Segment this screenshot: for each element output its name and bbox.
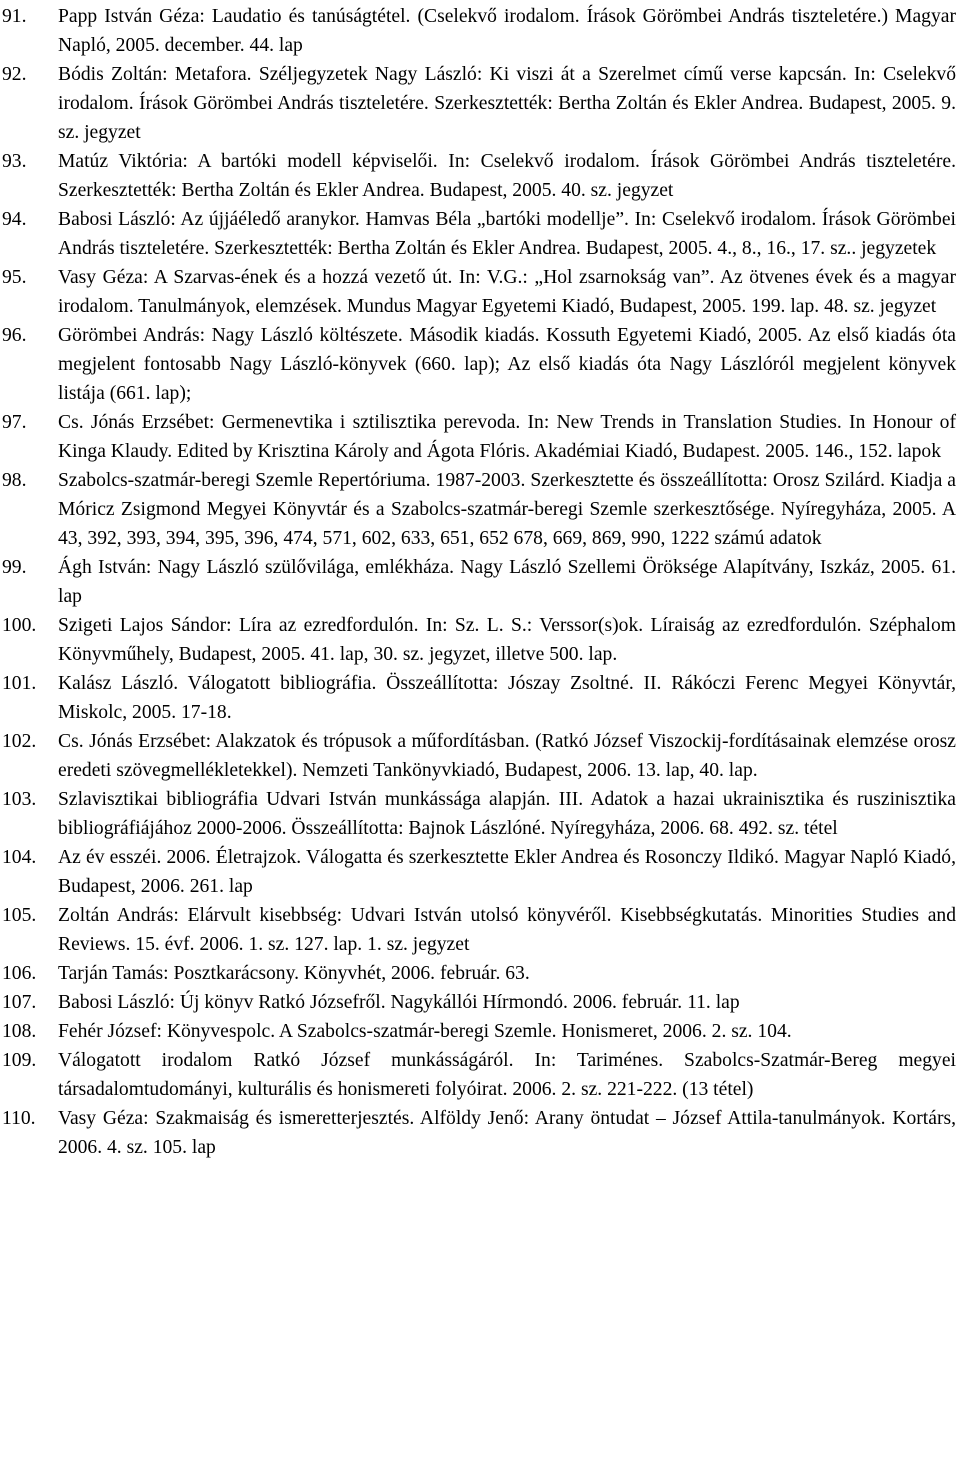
- entry-citation: Papp István Géza: Laudatio és tanúságtétel. (Cselekvő irodalom. Írások Görömbei András tiszteletére.) Magyar Napló, 2005. december. 44. lap: [58, 6, 956, 56]
- entry-number: 109.: [2, 1050, 37, 1071]
- entry-citation: Bódis Zoltán: Metafora. Széljegyzetek Nagy László: Ki viszi át a Szerelmet című verse kapcsán. In: Cselekvő irodalom. Írások Görömbei András tiszteletére. Szerkesztették: Bertha Zoltán és Ekler Andrea. Budapest, 2005. 9. sz. jegyzet: [58, 64, 956, 143]
- entry-citation: Szabolcs-szatmár-beregi Szemle Repertóriuma. 1987-2003. Szerkesztette és összeállította: Orosz Szilárd. Kiadja a Móricz Zsigmond Megyei Könyvtár és a Szabolcs-szatmár-beregi Szemle szerkesztősége. Nyíregyháza, 2005. A 43, 392, 393, 394, 395, 396, 474, 571, 602, 633, 651, 652 678, 669, 869, 990, 1222 számú adatok: [58, 470, 956, 549]
- entry-number: 108.: [2, 1021, 37, 1042]
- entry-citation: Az év esszéi. 2006. Életrajzok. Válogatta és szerkesztette Ekler Andrea és Rosonczy Ildikó. Magyar Napló Kiadó, Budapest, 2006. 261. lap: [58, 847, 956, 897]
- entry-citation: Kalász László. Válogatott bibliográfia. Összeállította: Jószay Zsoltné. II. Rákóczi Ferenc Megyei Könyvtár, Miskolc, 2005. 17-18.: [58, 673, 956, 723]
- entry-number: 96.: [2, 325, 27, 346]
- bibliography-list: [2, 2, 956, 1162]
- entry-citation: Babosi László: Az újjáéledő aranykor. Hamvas Béla „bartóki modellje”. In: Cselekvő irodalom. Írások Görömbei András tiszteletére. Szerkesztették: Bertha Zoltán és Ekler Andrea. Budapest, 2005. 4., 8., 16., 17. sz.. jegyzetek: [58, 209, 956, 259]
- entry-number: 104.: [2, 847, 37, 868]
- bibliography-entry: [2, 2, 956, 60]
- entry-citation: Zoltán András: Elárvult kisebbség: Udvari István utolsó könyvéről. Kisebbségkutatás. Minorities Studies and Reviews. 15. évf. 2006. 1. sz. 127. lap. 1. sz. jegyzet: [58, 905, 956, 955]
- entry-number: 103.: [2, 789, 37, 810]
- entry-citation: Szigeti Lajos Sándor: Líra az ezredfordulón. In: Sz. L. S.: Verssor(s)ok. Líraiság az ezredfordulón. Széphalom Könyvműhely, Budapest, 2005. 41. lap, 30. sz. jegyzet, illetve 500. lap.: [58, 615, 956, 665]
- bibliography-entry: [2, 669, 956, 727]
- entry-number: 97.: [2, 412, 27, 433]
- entry-number: 99.: [2, 557, 27, 578]
- bibliography-entry: [2, 60, 956, 147]
- entry-number: 106.: [2, 963, 37, 984]
- entry-citation: Tarján Tamás: Posztkarácsony. Könyvhét, 2006. február. 63.: [58, 963, 530, 984]
- bibliography-entry: [2, 611, 956, 669]
- entry-number: 93.: [2, 151, 27, 172]
- entry-citation: Válogatott irodalom Ratkó József munkásságáról. In: Tariménes. Szabolcs-Szatmár-Bereg megyei társadalomtudományi, kulturális és honismereti folyóirat. 2006. 2. sz. 221-222. (13 tétel): [58, 1050, 956, 1100]
- bibliography-entry: [2, 321, 956, 408]
- entry-citation: Szlavisztikai bibliográfia Udvari István munkássága alapján. III. Adatok a hazai ukrainisztika és ruszinisztika bibliográfiájához 2000-2006. Összeállította: Bajnok Lászlóné. Nyíregyháza, 2006. 68. 492. sz. tétel: [58, 789, 956, 839]
- entry-number: 98.: [2, 470, 27, 491]
- entry-number: 107.: [2, 992, 37, 1013]
- entry-number: 94.: [2, 209, 27, 230]
- entry-citation: Babosi László: Új könyv Ratkó Józsefről. Nagykállói Hírmondó. 2006. február. 11. lap: [58, 992, 740, 1013]
- entry-citation: Fehér József: Könyvespolc. A Szabolcs-szatmár-beregi Szemle. Honismeret, 2006. 2. sz. 104.: [58, 1021, 792, 1042]
- bibliography-entry: [2, 408, 956, 466]
- bibliography-entry: [2, 843, 956, 901]
- entry-number: 101.: [2, 673, 37, 694]
- entry-citation: Cs. Jónás Erzsébet: Germenevtika i sztilisztika perevoda. In: New Trends in Translation Studies. In Honour of Kinga Klaudy. Edited by Krisztina Károly and Ágota Flóris. Akadémiai Kiadó, Budapest. 2005. 146., 152. lapok: [58, 412, 956, 462]
- bibliography-entry: [2, 466, 956, 553]
- entry-number: 105.: [2, 905, 37, 926]
- bibliography-entry: [2, 263, 956, 321]
- bibliography-entry: [2, 959, 956, 988]
- entry-number: 110.: [2, 1108, 36, 1129]
- bibliography-entry: [2, 553, 956, 611]
- entry-citation: Cs. Jónás Erzsébet: Alakzatok és trópusok a műfordításban. (Ratkó József Viszockij-fordításainak elemzése orosz eredeti szövegmellékletekkel). Nemzeti Tankönyvkiadó, Budapest, 2006. 13. lap, 40. lap.: [58, 731, 956, 781]
- entry-citation: Matúz Viktória: A bartóki modell képviselői. In: Cselekvő irodalom. Írások Görömbei András tiszteletére. Szerkesztették: Bertha Zoltán és Ekler Andrea. Budapest, 2005. 40. sz. jegyzet: [58, 151, 956, 201]
- entry-citation: Vasy Géza: Szakmaiság és ismeretterjesztés. Alföldy Jenő: Arany öntudat – József Attila-tanulmányok. Kortárs, 2006. 4. sz. 105. lap: [58, 1108, 956, 1158]
- entry-number: 91.: [2, 6, 27, 27]
- entry-number: 102.: [2, 731, 37, 752]
- entry-number: 92.: [2, 64, 27, 85]
- bibliography-entry: [2, 147, 956, 205]
- bibliography-entry: [2, 1017, 956, 1046]
- bibliography-entry: [2, 785, 956, 843]
- bibliography-entry: [2, 988, 956, 1017]
- bibliography-entry: [2, 901, 956, 959]
- bibliography-entry: [2, 1104, 956, 1162]
- bibliography-entry: [2, 1046, 956, 1104]
- entry-number: 100.: [2, 615, 37, 636]
- entry-citation: Vasy Géza: A Szarvas-ének és a hozzá vezető út. In: V.G.: „Hol zsarnokság van”. Az ötvenes évek és a magyar irodalom. Tanulmányok, elemzések. Mundus Magyar Egyetemi Kiadó, Budapest, 2005. 199. lap. 48. sz. jegyzet: [58, 267, 956, 317]
- entry-citation: Ágh István: Nagy László szülővilága, emlékháza. Nagy László Szellemi Öröksége Alapítvány, Iszkáz, 2005. 61. lap: [58, 557, 956, 607]
- entry-citation: Görömbei András: Nagy László költészete. Második kiadás. Kossuth Egyetemi Kiadó, 2005. Az első kiadás óta megjelent fontosabb Nagy László-könyvek (660. lap); Az első kiadás óta Nagy Lászlóról megjelent könyvek listája (661. lap);: [58, 325, 956, 404]
- entry-number: 95.: [2, 267, 27, 288]
- bibliography-entry: [2, 727, 956, 785]
- bibliography-entry: [2, 205, 956, 263]
